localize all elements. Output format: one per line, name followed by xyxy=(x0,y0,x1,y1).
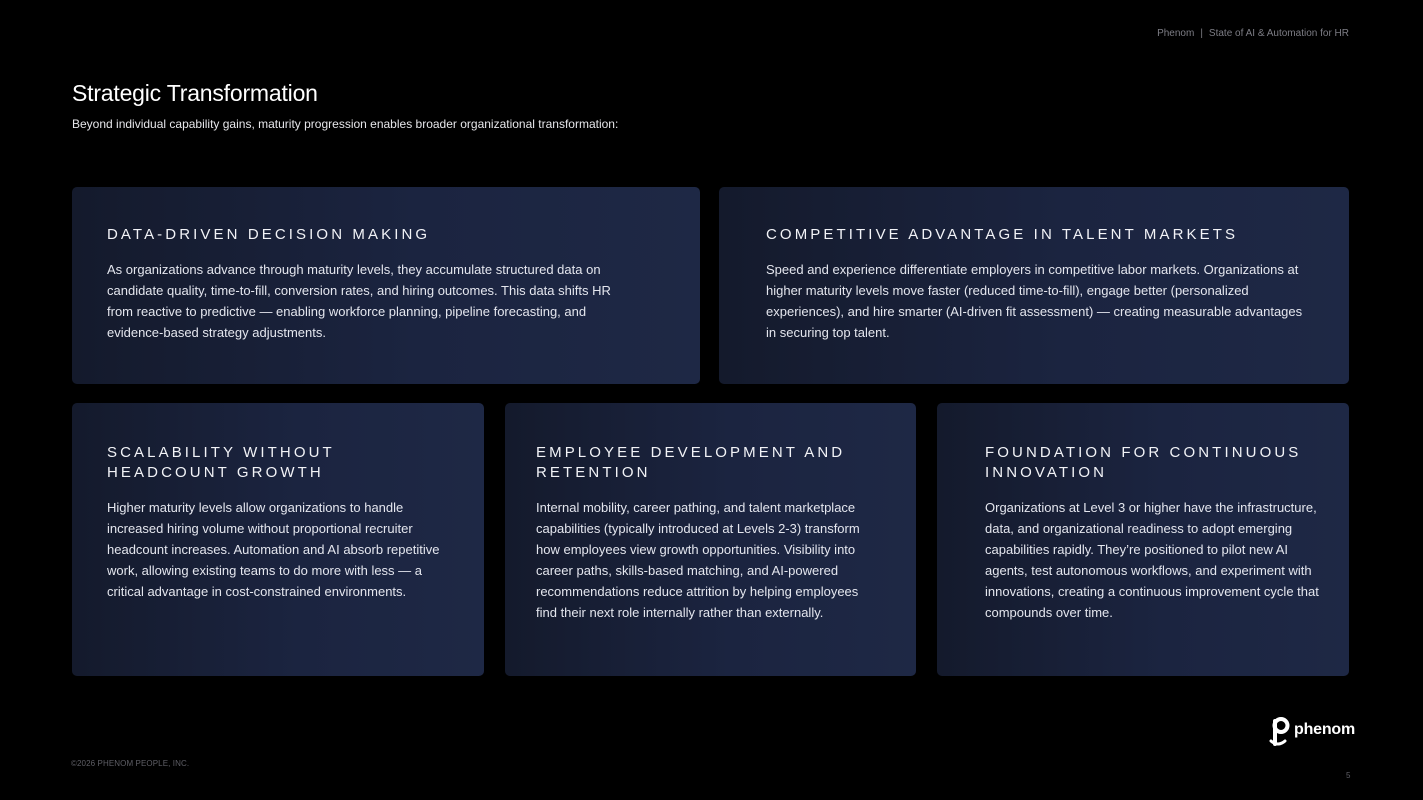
report-header xyxy=(1157,28,1349,39)
phenom-logo xyxy=(1268,714,1355,746)
page-number: 5 xyxy=(1346,771,1351,780)
card-data-driven-decision-making xyxy=(72,187,700,384)
copyright-notice: ©2026 PHENOM PEOPLE, INC. xyxy=(71,759,190,768)
card-continuous-innovation xyxy=(937,403,1349,676)
page-subtitle: Beyond individual capability gains, maturity progression enables broader organizational transformation: xyxy=(72,117,619,131)
card-title: EMPLOYEE DEVELOPMENT AND RETENTION xyxy=(536,444,846,481)
card-employee-development xyxy=(505,403,916,676)
card-body: Speed and experience differentiate employers in competitive labor markets. Organizations at higher maturity levels move faster (reduced time-to-fill), engage better (personalized experiences), and hire smarter (AI-driven fit assessment) — creating measurable advantages in securing top talent. xyxy=(766,262,1303,340)
card-title: COMPETITIVE ADVANTAGE IN TALENT MARKETS xyxy=(766,226,1239,243)
card-title: SCALABILITY WITHOUT HEADCOUNT GROWTH xyxy=(107,444,335,481)
page-title: Strategic Transformation xyxy=(72,80,318,106)
card-body: Higher maturity levels allow organizations to handle increased hiring volume without proportional recruiter headcount increases. Automation and AI absorb repetitive work, allowing existing teams to do more with less — a critical advantage in cost-constrained environments. xyxy=(107,500,440,599)
header-separator: | xyxy=(1200,28,1203,39)
card-competitive-advantage xyxy=(719,187,1349,384)
logo-wordmark: phenom xyxy=(1294,721,1356,738)
card-scalability xyxy=(72,403,484,676)
header-report-title: State of AI & Automation for HR xyxy=(1208,28,1349,39)
card-title: FOUNDATION FOR CONTINUOUS INNOVATION xyxy=(985,444,1302,481)
card-body: As organizations advance through maturity levels, they accumulate structured data on candidate quality, time-to-fill, conversion rates, and hiring outcomes. This data shifts HR from reactive to predictive — enabling workforce planning, pipeline forecasting, and evidence-based strategy adjustments. xyxy=(107,262,611,340)
card-body: Organizations at Level 3 or higher have the infrastructure, data, and organizational readiness to adopt emerging capabilities rapidly. They’re positioned to pilot new AI agents, test autonomous workflows, and experiment with innovations, creating a continuous improvement cycle that compounds over time. xyxy=(985,500,1319,620)
card-title: DATA-DRIVEN DECISION MAKING xyxy=(107,226,431,243)
phenom-logo-icon xyxy=(1268,714,1292,746)
header-brand: Phenom xyxy=(1157,28,1195,39)
card-body: Internal mobility, career pathing, and talent marketplace capabilities (typically introduced at Levels 2-3) transform how employees view growth opportunities. Visibility into career paths, skills-based matching, and AI-powered recommendations reduce attrition by helping employees find their next role internally rather than externally. xyxy=(536,500,860,620)
